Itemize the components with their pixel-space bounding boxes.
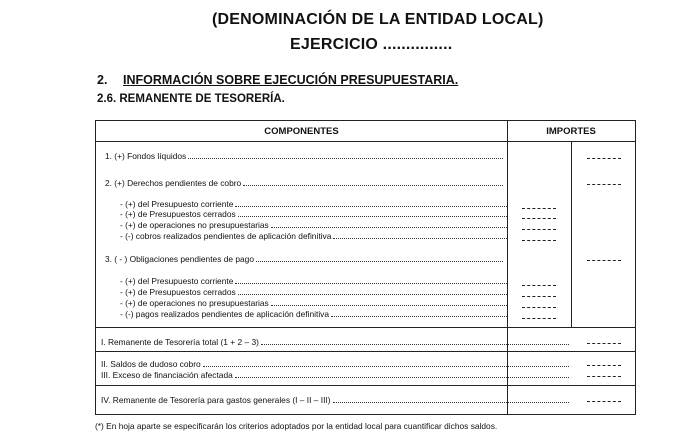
leader-dots	[203, 360, 569, 367]
leader-dots	[333, 396, 569, 403]
row-obligaciones-no-presupuestarias	[120, 298, 507, 308]
row-label: IV. Remanente de Tesorería para gastos generales (I – II – III)	[101, 395, 331, 405]
row-fondos-liquidos	[105, 151, 503, 161]
amount-derechos-no-presupuestarias	[522, 229, 556, 230]
footnote: (*) En hoja aparte se especificarán los criterios adoptados por la entidad local para cuantificar dichos saldos.	[95, 421, 498, 431]
row-label: - (+) de Presupuestos cerrados	[120, 209, 236, 219]
leader-dots	[271, 221, 507, 228]
amount-subdivider	[571, 141, 572, 327]
row-gastos-generales	[101, 395, 569, 405]
leader-dots	[238, 288, 507, 295]
leader-dots	[235, 200, 507, 207]
header-amounts: IMPORTES	[546, 126, 596, 137]
row-label: - (-) pagos realizados pendientes de aplicación definitiva	[120, 309, 330, 319]
row-label: - (+) de operaciones no presupuestarias	[120, 298, 269, 308]
leader-dots	[261, 338, 569, 345]
row-obligaciones-cerrados	[120, 287, 507, 297]
amount-obligaciones-cerrados	[522, 296, 556, 297]
row-label: 3. ( - ) Obligaciones pendientes de pago	[105, 254, 254, 264]
exercise-label: EJERCICIO ...............	[290, 36, 453, 53]
row-pagos-pendientes	[120, 309, 507, 319]
header-components: COMPONENTES	[264, 126, 339, 137]
row-remanente-total	[101, 337, 569, 347]
row-label: 1. (+) Fondos líquidos	[105, 151, 187, 161]
section-rule-2	[95, 351, 635, 352]
amount-obligaciones-no-presupuestarias	[522, 307, 556, 308]
leader-dots	[256, 255, 503, 262]
row-cobros-pendientes	[120, 231, 507, 241]
row-label: III. Exceso de financiación afectada	[101, 370, 233, 380]
amount-pagos-pendientes	[522, 318, 556, 319]
amount-exceso-financiacion	[587, 376, 621, 377]
amount-obligaciones	[587, 260, 621, 261]
row-derechos-corriente	[120, 199, 507, 209]
row-derechos-cerrados	[120, 209, 507, 219]
leader-dots	[235, 371, 569, 378]
leader-dots	[331, 310, 507, 317]
leader-dots	[235, 277, 507, 284]
section-rule-3	[95, 385, 635, 386]
amount-dudoso-cobro	[587, 365, 621, 366]
leader-dots	[271, 299, 507, 306]
section-rule-1	[95, 327, 635, 328]
leader-dots	[238, 210, 507, 217]
row-exceso-financiacion	[101, 370, 569, 380]
row-label: I. Remanente de Tesorería total (1 + 2 – 3)	[101, 337, 259, 347]
amount-derechos-cerrados	[522, 218, 556, 219]
leader-dots	[188, 152, 503, 159]
amount-derechos	[587, 184, 621, 185]
subsection-title: 2.6. REMANENTE DE TESORERÍA.	[97, 93, 285, 105]
row-derechos	[105, 178, 503, 188]
amount-obligaciones-corriente	[522, 285, 556, 286]
row-label: - (+) del Presupuesto corriente	[120, 199, 234, 209]
amount-cobros-pendientes	[522, 240, 556, 241]
amount-gastos-generales	[587, 401, 621, 402]
amount-derechos-corriente	[522, 208, 556, 209]
row-obligaciones	[105, 254, 503, 264]
amount-remanente-total	[587, 343, 621, 344]
row-label: - (-) cobros realizados pendientes de aplicación definitiva	[120, 231, 332, 241]
row-label: II. Saldos de dudoso cobro	[101, 359, 201, 369]
row-dudoso-cobro	[101, 359, 569, 369]
row-label: - (+) de operaciones no presupuestarias	[120, 220, 269, 230]
section-title: INFORMACIÓN SOBRE EJECUCIÓN PRESUPUESTARIA.	[123, 73, 459, 87]
amount-fondos-liquidos	[587, 158, 621, 159]
row-label: - (+) del Presupuesto corriente	[120, 276, 234, 286]
header-rule	[95, 141, 635, 142]
row-derechos-no-presupuestarias	[120, 220, 507, 230]
section-number: 2.	[97, 73, 108, 87]
leader-dots	[333, 232, 507, 239]
leader-dots	[243, 179, 503, 186]
entity-title: (DENOMINACIÓN DE LA ENTIDAD LOCAL)	[212, 11, 544, 28]
row-label: 2. (+) Derechos pendientes de cobro	[105, 178, 242, 188]
row-label: - (+) de Presupuestos cerrados	[120, 287, 236, 297]
row-obligaciones-corriente	[120, 276, 507, 286]
